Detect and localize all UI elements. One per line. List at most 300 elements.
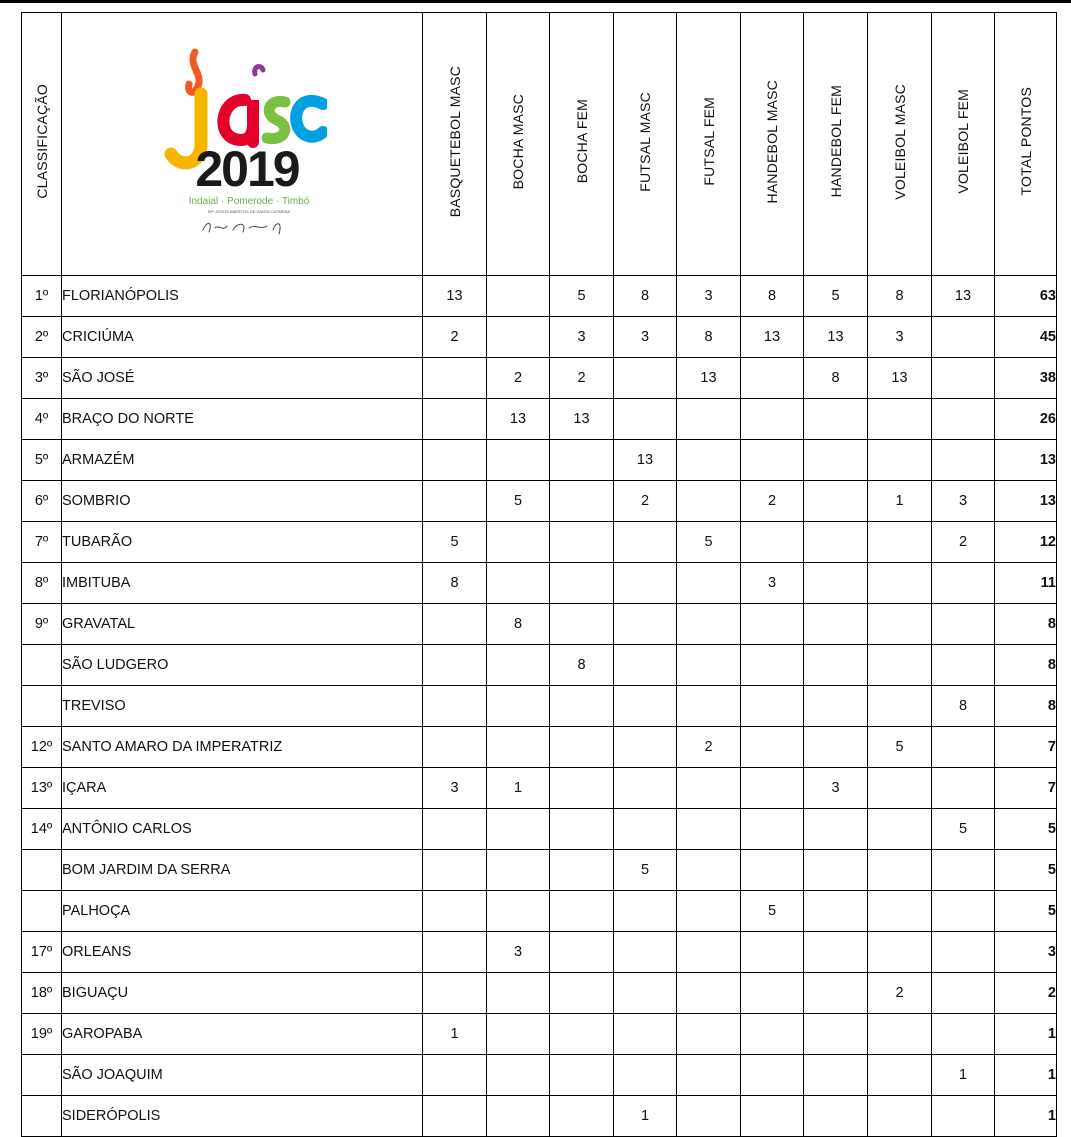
city-name-cell: IÇARA bbox=[62, 768, 423, 809]
total-points-cell: 7 bbox=[995, 768, 1057, 809]
points-cell bbox=[487, 973, 550, 1014]
city-name-cell: ORLEANS bbox=[62, 932, 423, 973]
total-points-cell: 63 bbox=[995, 276, 1057, 317]
rank-cell: 12º bbox=[22, 727, 62, 768]
column-header-label: TOTAL PONTOS bbox=[1017, 87, 1034, 196]
points-cell: 5 bbox=[932, 809, 995, 850]
points-cell bbox=[423, 440, 487, 481]
points-cell bbox=[804, 481, 868, 522]
city-name-cell: BOM JARDIM DA SERRA bbox=[62, 850, 423, 891]
total-points-cell: 5 bbox=[995, 850, 1057, 891]
points-cell bbox=[741, 809, 804, 850]
total-points-cell: 1 bbox=[995, 1055, 1057, 1096]
city-name-cell: PALHOÇA bbox=[62, 891, 423, 932]
table-row bbox=[22, 276, 1057, 317]
points-cell bbox=[550, 686, 614, 727]
points-cell bbox=[868, 522, 932, 563]
points-cell bbox=[868, 932, 932, 973]
points-cell bbox=[868, 850, 932, 891]
table-row bbox=[22, 727, 1057, 768]
points-cell: 5 bbox=[677, 522, 741, 563]
points-cell bbox=[423, 686, 487, 727]
points-cell bbox=[677, 399, 741, 440]
points-cell: 2 bbox=[932, 522, 995, 563]
table-row bbox=[22, 440, 1057, 481]
column-header-bocha-masc bbox=[487, 13, 550, 276]
table-row bbox=[22, 1055, 1057, 1096]
points-cell bbox=[741, 399, 804, 440]
points-cell: 13 bbox=[550, 399, 614, 440]
points-cell bbox=[741, 932, 804, 973]
points-cell bbox=[677, 1055, 741, 1096]
points-cell bbox=[741, 727, 804, 768]
table-row bbox=[22, 973, 1057, 1014]
points-cell bbox=[932, 850, 995, 891]
total-points-cell: 26 bbox=[995, 399, 1057, 440]
points-cell: 3 bbox=[868, 317, 932, 358]
points-cell bbox=[868, 768, 932, 809]
classification-header bbox=[22, 13, 62, 276]
city-name-cell: TREVISO bbox=[62, 686, 423, 727]
rank-cell bbox=[22, 891, 62, 932]
points-cell: 8 bbox=[677, 317, 741, 358]
points-cell: 13 bbox=[804, 317, 868, 358]
points-cell bbox=[614, 727, 677, 768]
logo-year: 2019 bbox=[195, 141, 299, 197]
points-cell bbox=[932, 727, 995, 768]
points-cell: 8 bbox=[741, 276, 804, 317]
column-header-basquetebol-masc bbox=[423, 13, 487, 276]
points-cell bbox=[423, 1096, 487, 1137]
points-cell bbox=[487, 645, 550, 686]
points-cell bbox=[932, 317, 995, 358]
points-cell: 2 bbox=[423, 317, 487, 358]
points-cell: 2 bbox=[487, 358, 550, 399]
column-header-label: VOLEIBOL MASC bbox=[891, 83, 908, 200]
points-cell: 2 bbox=[677, 727, 741, 768]
city-name-cell: SIDERÓPOLIS bbox=[62, 1096, 423, 1137]
points-cell bbox=[804, 809, 868, 850]
rank-cell: 9º bbox=[22, 604, 62, 645]
points-cell bbox=[932, 440, 995, 481]
points-cell bbox=[932, 1014, 995, 1055]
column-header-label: FUTSAL FEM bbox=[700, 97, 717, 186]
points-cell bbox=[741, 358, 804, 399]
rank-cell: 5º bbox=[22, 440, 62, 481]
points-cell bbox=[550, 768, 614, 809]
points-cell: 3 bbox=[932, 481, 995, 522]
points-cell bbox=[868, 1055, 932, 1096]
points-cell bbox=[868, 604, 932, 645]
rank-cell: 7º bbox=[22, 522, 62, 563]
points-cell bbox=[677, 768, 741, 809]
points-cell bbox=[487, 276, 550, 317]
points-cell bbox=[423, 604, 487, 645]
points-cell bbox=[677, 440, 741, 481]
points-cell bbox=[423, 850, 487, 891]
points-cell: 8 bbox=[550, 645, 614, 686]
points-cell bbox=[868, 809, 932, 850]
points-cell bbox=[932, 932, 995, 973]
column-header-total-pontos bbox=[995, 13, 1057, 276]
points-cell bbox=[677, 973, 741, 1014]
points-cell bbox=[423, 358, 487, 399]
total-points-cell: 12 bbox=[995, 522, 1057, 563]
points-cell bbox=[550, 809, 614, 850]
points-cell bbox=[804, 686, 868, 727]
logo-cell bbox=[62, 13, 423, 276]
points-cell bbox=[550, 1014, 614, 1055]
points-cell: 13 bbox=[741, 317, 804, 358]
points-cell bbox=[677, 563, 741, 604]
points-cell bbox=[614, 768, 677, 809]
column-header-voleibol-masc bbox=[868, 13, 932, 276]
city-name-cell: SÃO JOAQUIM bbox=[62, 1055, 423, 1096]
column-header-label: VOLEIBOL FEM bbox=[955, 89, 971, 194]
points-cell bbox=[741, 973, 804, 1014]
points-cell bbox=[487, 727, 550, 768]
points-cell bbox=[614, 973, 677, 1014]
points-cell bbox=[932, 604, 995, 645]
points-cell: 5 bbox=[868, 727, 932, 768]
rank-cell bbox=[22, 645, 62, 686]
points-cell bbox=[677, 891, 741, 932]
points-cell bbox=[423, 932, 487, 973]
points-cell: 3 bbox=[423, 768, 487, 809]
total-points-cell: 11 bbox=[995, 563, 1057, 604]
table-row bbox=[22, 563, 1057, 604]
column-header-label: HANDEBOL MASC bbox=[764, 79, 780, 204]
rank-cell: 14º bbox=[22, 809, 62, 850]
rank-cell: 1º bbox=[22, 276, 62, 317]
points-cell bbox=[614, 563, 677, 604]
column-header-label: HANDEBOL FEM bbox=[827, 85, 844, 198]
points-cell bbox=[550, 481, 614, 522]
points-cell: 8 bbox=[487, 604, 550, 645]
total-points-cell: 8 bbox=[995, 645, 1057, 686]
city-name-cell: SÃO JOSÉ bbox=[62, 358, 423, 399]
points-cell: 5 bbox=[804, 276, 868, 317]
total-points-cell: 13 bbox=[995, 440, 1057, 481]
table-row bbox=[22, 604, 1057, 645]
table-row bbox=[22, 1014, 1057, 1055]
city-name-cell: ARMAZÉM bbox=[62, 440, 423, 481]
points-cell bbox=[550, 891, 614, 932]
points-cell bbox=[804, 850, 868, 891]
points-cell: 13 bbox=[423, 276, 487, 317]
points-cell bbox=[804, 932, 868, 973]
points-cell: 5 bbox=[423, 522, 487, 563]
total-points-cell: 5 bbox=[995, 809, 1057, 850]
points-cell: 13 bbox=[677, 358, 741, 399]
points-cell bbox=[804, 440, 868, 481]
city-name-cell: SOMBRIO bbox=[62, 481, 423, 522]
points-cell: 5 bbox=[550, 276, 614, 317]
table-row bbox=[22, 850, 1057, 891]
rank-cell bbox=[22, 686, 62, 727]
city-name-cell: FLORIANÓPOLIS bbox=[62, 276, 423, 317]
points-cell bbox=[804, 1014, 868, 1055]
points-cell bbox=[550, 850, 614, 891]
column-header-voleibol-fem bbox=[932, 13, 995, 276]
city-name-cell: BRAÇO DO NORTE bbox=[62, 399, 423, 440]
points-cell: 13 bbox=[932, 276, 995, 317]
points-cell: 8 bbox=[932, 686, 995, 727]
city-name-cell: CRICIÚMA bbox=[62, 317, 423, 358]
points-cell bbox=[804, 522, 868, 563]
points-cell bbox=[868, 645, 932, 686]
column-header-handebol-masc bbox=[741, 13, 804, 276]
points-cell bbox=[677, 604, 741, 645]
city-name-cell: GAROPABA bbox=[62, 1014, 423, 1055]
points-cell bbox=[932, 399, 995, 440]
points-cell bbox=[423, 973, 487, 1014]
points-cell bbox=[741, 522, 804, 563]
rank-cell bbox=[22, 850, 62, 891]
points-cell bbox=[677, 850, 741, 891]
table-row bbox=[22, 768, 1057, 809]
points-cell bbox=[487, 317, 550, 358]
points-cell bbox=[614, 1055, 677, 1096]
column-header-futsal-fem bbox=[677, 13, 741, 276]
rank-cell: 13º bbox=[22, 768, 62, 809]
points-cell: 13 bbox=[868, 358, 932, 399]
points-cell: 3 bbox=[677, 276, 741, 317]
points-cell bbox=[614, 1014, 677, 1055]
points-cell bbox=[932, 645, 995, 686]
total-points-cell: 13 bbox=[995, 481, 1057, 522]
points-cell bbox=[614, 522, 677, 563]
points-cell bbox=[677, 1014, 741, 1055]
points-cell bbox=[423, 481, 487, 522]
rank-cell: 2º bbox=[22, 317, 62, 358]
points-cell bbox=[550, 727, 614, 768]
points-cell bbox=[550, 440, 614, 481]
points-cell bbox=[487, 809, 550, 850]
column-header-handebol-fem bbox=[804, 13, 868, 276]
points-cell bbox=[550, 604, 614, 645]
points-cell: 1 bbox=[932, 1055, 995, 1096]
points-cell bbox=[868, 563, 932, 604]
points-cell: 8 bbox=[868, 276, 932, 317]
points-cell bbox=[423, 809, 487, 850]
points-cell bbox=[614, 399, 677, 440]
points-cell: 8 bbox=[614, 276, 677, 317]
rank-cell: 19º bbox=[22, 1014, 62, 1055]
rank-cell: 6º bbox=[22, 481, 62, 522]
table-row bbox=[22, 399, 1057, 440]
rank-cell: 8º bbox=[22, 563, 62, 604]
points-cell: 2 bbox=[868, 973, 932, 1014]
city-name-cell: IMBITUBA bbox=[62, 563, 423, 604]
points-cell bbox=[804, 973, 868, 1014]
points-cell: 5 bbox=[487, 481, 550, 522]
points-cell bbox=[487, 1096, 550, 1137]
points-cell bbox=[423, 891, 487, 932]
points-cell bbox=[804, 891, 868, 932]
points-cell bbox=[423, 399, 487, 440]
points-cell bbox=[423, 1055, 487, 1096]
table-row bbox=[22, 645, 1057, 686]
total-points-cell: 2 bbox=[995, 973, 1057, 1014]
total-points-cell: 38 bbox=[995, 358, 1057, 399]
points-cell: 8 bbox=[804, 358, 868, 399]
points-cell bbox=[932, 1096, 995, 1137]
points-cell bbox=[614, 932, 677, 973]
points-cell bbox=[741, 440, 804, 481]
points-cell bbox=[487, 686, 550, 727]
points-cell: 2 bbox=[550, 358, 614, 399]
points-cell bbox=[423, 645, 487, 686]
points-cell: 5 bbox=[614, 850, 677, 891]
points-cell bbox=[487, 522, 550, 563]
classification-header-label: CLASSIFICAÇÃO bbox=[33, 84, 50, 199]
points-cell bbox=[804, 727, 868, 768]
column-header-label: BOCHA FEM bbox=[573, 99, 590, 184]
rank-cell: 18º bbox=[22, 973, 62, 1014]
points-cell bbox=[487, 891, 550, 932]
points-cell bbox=[868, 399, 932, 440]
points-cell bbox=[487, 850, 550, 891]
points-cell: 3 bbox=[550, 317, 614, 358]
points-cell bbox=[741, 768, 804, 809]
points-cell bbox=[868, 440, 932, 481]
points-cell: 3 bbox=[614, 317, 677, 358]
points-cell bbox=[487, 563, 550, 604]
city-name-cell: ANTÔNIO CARLOS bbox=[62, 809, 423, 850]
points-cell bbox=[868, 686, 932, 727]
points-cell bbox=[677, 481, 741, 522]
points-cell bbox=[487, 440, 550, 481]
points-cell bbox=[550, 932, 614, 973]
points-cell bbox=[741, 645, 804, 686]
jasc-logo bbox=[157, 44, 327, 244]
points-cell: 2 bbox=[741, 481, 804, 522]
points-cell: 3 bbox=[741, 563, 804, 604]
points-cell bbox=[804, 1055, 868, 1096]
points-cell: 2 bbox=[614, 481, 677, 522]
points-cell bbox=[868, 1096, 932, 1137]
points-cell bbox=[741, 686, 804, 727]
logo-subtitle: 59º JOGOS ABERTOS DE SANTA CATARINA bbox=[207, 209, 291, 214]
points-cell bbox=[550, 1055, 614, 1096]
table-row bbox=[22, 932, 1057, 973]
points-cell bbox=[868, 1014, 932, 1055]
table-row bbox=[22, 891, 1057, 932]
table-row bbox=[22, 809, 1057, 850]
points-cell bbox=[677, 809, 741, 850]
table-row bbox=[22, 1096, 1057, 1137]
points-cell bbox=[741, 1014, 804, 1055]
table-row bbox=[22, 481, 1057, 522]
points-cell bbox=[932, 891, 995, 932]
city-name-cell: GRAVATAL bbox=[62, 604, 423, 645]
column-header-label: BOCHA MASC bbox=[510, 93, 526, 190]
city-name-cell: SÃO LUDGERO bbox=[62, 645, 423, 686]
points-cell bbox=[804, 604, 868, 645]
points-cell bbox=[487, 1055, 550, 1096]
column-header-bocha-fem bbox=[550, 13, 614, 276]
total-points-cell: 1 bbox=[995, 1096, 1057, 1137]
table-row bbox=[22, 522, 1057, 563]
header-row bbox=[22, 13, 1057, 276]
top-border-bar bbox=[0, 0, 1071, 3]
points-cell bbox=[804, 563, 868, 604]
rank-cell bbox=[22, 1096, 62, 1137]
points-cell bbox=[487, 1014, 550, 1055]
points-cell bbox=[550, 522, 614, 563]
points-cell bbox=[804, 1096, 868, 1137]
points-cell bbox=[614, 645, 677, 686]
table-row bbox=[22, 317, 1057, 358]
column-header-label: BASQUETEBOL MASC bbox=[446, 65, 463, 218]
column-header-label: FUTSAL MASC bbox=[637, 91, 653, 192]
points-cell bbox=[423, 727, 487, 768]
points-cell: 1 bbox=[868, 481, 932, 522]
points-cell bbox=[677, 686, 741, 727]
points-cell: 5 bbox=[741, 891, 804, 932]
points-cell bbox=[932, 358, 995, 399]
points-cell: 3 bbox=[487, 932, 550, 973]
points-cell bbox=[677, 645, 741, 686]
points-cell bbox=[932, 768, 995, 809]
points-cell bbox=[741, 604, 804, 645]
points-cell: 1 bbox=[487, 768, 550, 809]
points-cell bbox=[614, 686, 677, 727]
city-name-cell: TUBARÃO bbox=[62, 522, 423, 563]
points-cell bbox=[932, 973, 995, 1014]
points-cell bbox=[804, 399, 868, 440]
city-name-cell: BIGUAÇU bbox=[62, 973, 423, 1014]
points-cell: 1 bbox=[614, 1096, 677, 1137]
column-header-futsal-masc bbox=[614, 13, 677, 276]
rank-cell: 3º bbox=[22, 358, 62, 399]
logo-cities: Indaial · Pomerode · Timbó bbox=[188, 196, 310, 207]
rank-cell: 4º bbox=[22, 399, 62, 440]
points-cell bbox=[550, 563, 614, 604]
points-cell bbox=[614, 809, 677, 850]
standings-table bbox=[21, 12, 1057, 1137]
points-cell bbox=[550, 1096, 614, 1137]
points-cell: 13 bbox=[487, 399, 550, 440]
points-cell bbox=[677, 1096, 741, 1137]
total-points-cell: 45 bbox=[995, 317, 1057, 358]
points-cell bbox=[614, 891, 677, 932]
points-cell bbox=[614, 604, 677, 645]
total-points-cell: 8 bbox=[995, 686, 1057, 727]
total-points-cell: 5 bbox=[995, 891, 1057, 932]
city-name-cell: SANTO AMARO DA IMPERATRIZ bbox=[62, 727, 423, 768]
jasc-logo-graphic bbox=[157, 44, 327, 244]
total-points-cell: 3 bbox=[995, 932, 1057, 973]
points-cell bbox=[932, 563, 995, 604]
standings-body bbox=[22, 276, 1057, 1137]
points-cell bbox=[868, 891, 932, 932]
points-cell: 8 bbox=[423, 563, 487, 604]
points-cell bbox=[741, 1055, 804, 1096]
points-cell bbox=[677, 932, 741, 973]
table-row bbox=[22, 686, 1057, 727]
points-cell bbox=[741, 850, 804, 891]
points-cell: 1 bbox=[423, 1014, 487, 1055]
points-cell: 13 bbox=[614, 440, 677, 481]
rank-cell bbox=[22, 1055, 62, 1096]
points-cell bbox=[614, 358, 677, 399]
total-points-cell: 8 bbox=[995, 604, 1057, 645]
rank-cell: 17º bbox=[22, 932, 62, 973]
total-points-cell: 7 bbox=[995, 727, 1057, 768]
points-cell bbox=[550, 973, 614, 1014]
